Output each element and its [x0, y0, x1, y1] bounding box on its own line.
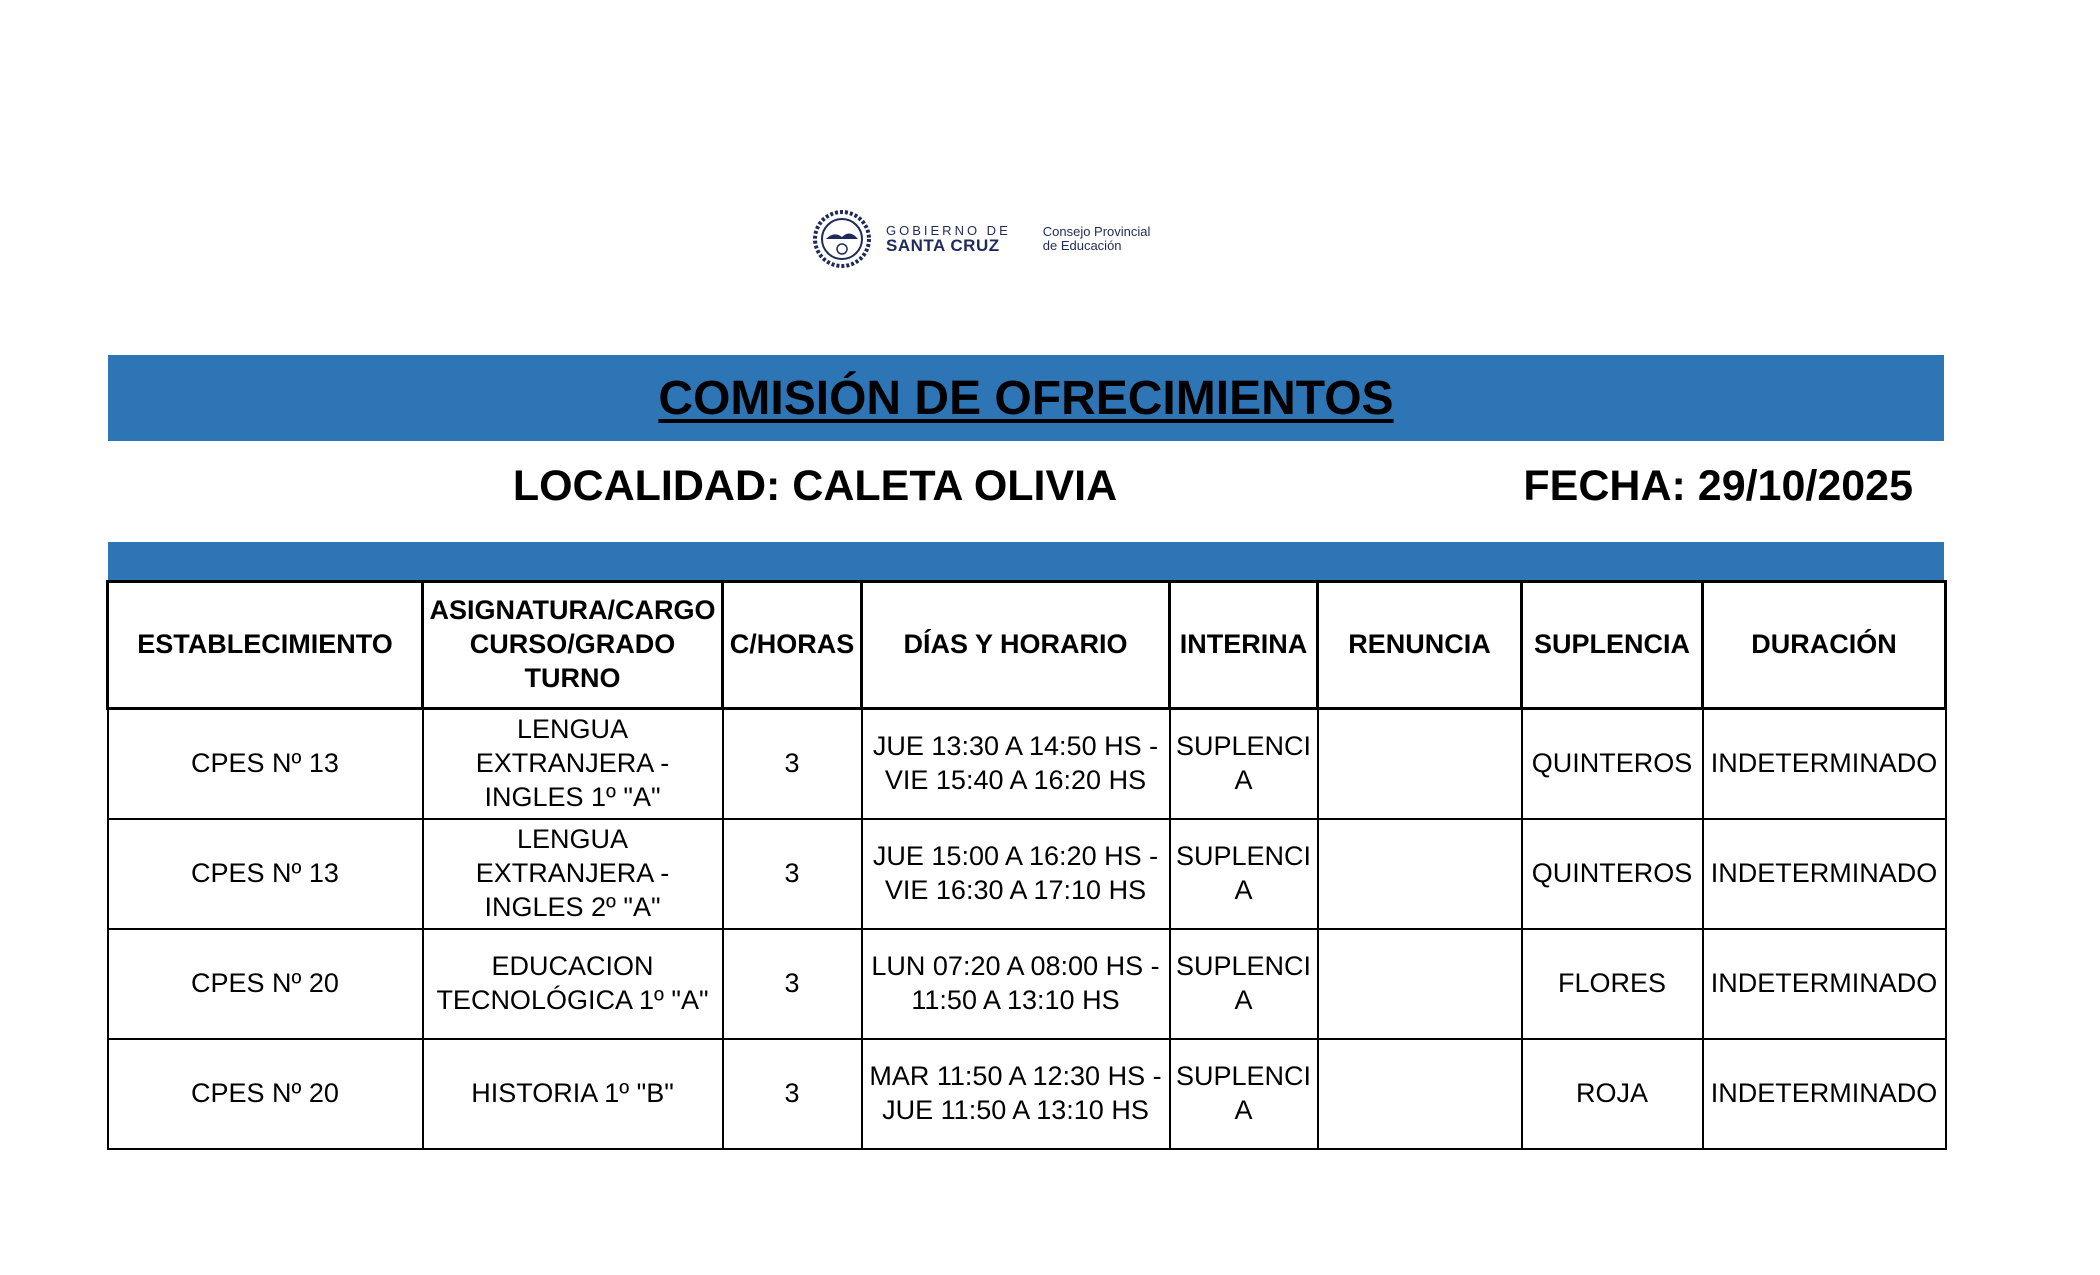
cell-horas: 3 — [723, 709, 862, 820]
cell-establecimiento: CPES Nº 20 — [108, 1039, 423, 1149]
header-duracion: DURACIÓN — [1703, 582, 1946, 709]
council-line2: de Educación — [1042, 238, 1122, 253]
cell-interina: SUPLENCIA — [1170, 709, 1318, 820]
cell-horas: 3 — [723, 929, 862, 1039]
table-row — [108, 929, 1946, 1039]
cell-duracion: INDETERMINADO — [1703, 819, 1946, 929]
table-header-row — [108, 582, 1946, 709]
header-dias-horario: DÍAS Y HORARIO — [862, 582, 1170, 709]
cell-horas: 3 — [723, 1039, 862, 1149]
title-band — [108, 355, 1944, 441]
table-row — [108, 1039, 1946, 1149]
cell-renuncia — [1318, 929, 1522, 1039]
cell-dias-horario: JUE 15:00 A 16:20 HS - VIE 16:30 A 17:10 HS — [862, 819, 1170, 929]
cell-suplencia: QUINTEROS — [1522, 709, 1703, 820]
offers-table — [106, 580, 1947, 1150]
cell-interina: SUPLENCIA — [1170, 1039, 1318, 1149]
localidad: LOCALIDAD: CALETA OLIVIA — [512, 462, 1118, 510]
cell-horas: 3 — [723, 819, 862, 929]
header-interina: INTERINA — [1170, 582, 1318, 709]
cell-renuncia — [1318, 709, 1522, 820]
cell-suplencia: ROJA — [1522, 1039, 1703, 1149]
cell-establecimiento: CPES Nº 20 — [108, 929, 423, 1039]
logo-line2: SANTA CRUZ — [886, 236, 1000, 255]
province-seal-icon — [812, 209, 872, 269]
cell-renuncia — [1318, 1039, 1522, 1149]
cell-renuncia — [1318, 819, 1522, 929]
cell-interina: SUPLENCIA — [1170, 819, 1318, 929]
cell-asignatura: LENGUA EXTRANJERA - INGLES 2º "A" — [423, 819, 723, 929]
fecha: FECHA: 29/10/2025 — [1523, 462, 1913, 510]
logo — [812, 207, 1150, 271]
header-asignatura: ASIGNATURA/CARGO CURSO/GRADO TURNO — [423, 582, 723, 709]
cell-asignatura: EDUCACION TECNOLÓGICA 1º "A" — [423, 929, 723, 1039]
council-line1: Consejo Provincial — [1042, 224, 1151, 240]
cell-establecimiento: CPES Nº 13 — [108, 819, 423, 929]
cell-interina: SUPLENCIA — [1170, 929, 1318, 1039]
cell-duracion: INDETERMINADO — [1703, 1039, 1946, 1149]
page-title: COMISIÓN DE OFRECIMIENTOS — [658, 371, 1394, 425]
table-row — [108, 709, 1946, 820]
cell-dias-horario: MAR 11:50 A 12:30 HS - JUE 11:50 A 13:10 HS — [862, 1039, 1170, 1149]
header-horas: C/HORAS — [723, 582, 862, 709]
header-establecimiento: ESTABLECIMIENTO — [108, 582, 423, 709]
table-row — [108, 819, 1946, 929]
header-band — [108, 542, 1944, 580]
header-renuncia: RENUNCIA — [1318, 582, 1522, 709]
cell-dias-horario: LUN 07:20 A 08:00 HS - 11:50 A 13:10 HS — [862, 929, 1170, 1039]
cell-establecimiento: CPES Nº 13 — [108, 709, 423, 820]
logo-line1: GOBIERNO DE — [886, 223, 1011, 238]
cell-duracion: INDETERMINADO — [1703, 709, 1946, 820]
cell-asignatura: HISTORIA 1º "B" — [423, 1039, 723, 1149]
header-suplencia: SUPLENCIA — [1522, 582, 1703, 709]
cell-dias-horario: JUE 13:30 A 14:50 HS - VIE 15:40 A 16:20 HS — [862, 709, 1170, 820]
cell-suplencia: QUINTEROS — [1522, 819, 1703, 929]
cell-asignatura: LENGUA EXTRANJERA - INGLES 1º "A" — [423, 709, 723, 820]
cell-duracion: INDETERMINADO — [1703, 929, 1946, 1039]
cell-suplencia: FLORES — [1522, 929, 1703, 1039]
